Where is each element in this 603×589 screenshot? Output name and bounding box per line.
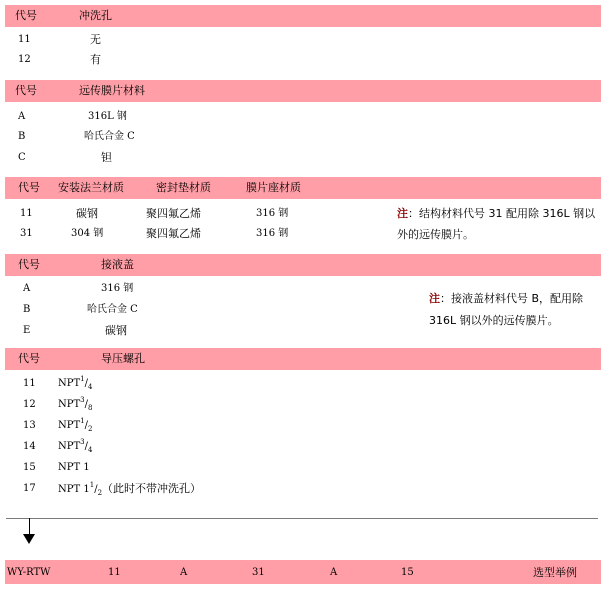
pressure-port-row-code: 12 (23, 399, 36, 410)
wetted-cover-header-band (5, 254, 601, 276)
diaphragm-name-header: 远传膜片材料 (79, 84, 145, 97)
wetted-cover-code-header: 代号 (18, 258, 40, 271)
example-code-4: A (330, 567, 338, 578)
example-code-1: 11 (108, 567, 121, 578)
example-code-3: 31 (252, 567, 265, 578)
flange-material-header: 安装法兰材质 (58, 181, 124, 194)
wetted-cover-row-value: 316 钢 (101, 283, 134, 294)
seal-material-header: 密封垫材质 (156, 181, 211, 194)
example-label: 选型举例 (533, 566, 577, 579)
structure-row-seal: 聚四氟乙烯 (146, 227, 201, 240)
example-model: WY-RTW (7, 567, 51, 578)
note-label: 注 (429, 292, 440, 305)
structure-code-header: 代号 (18, 181, 40, 194)
structure-row-code: 11 (20, 208, 33, 219)
structure-row-flange: 304 钢 (71, 228, 104, 239)
seat-material-header: 膜片座材质 (246, 181, 301, 194)
wetted-cover-row-code: E (23, 325, 31, 336)
structure-row-code: 31 (20, 228, 33, 239)
pressure-port-name-header: 导压螺孔 (101, 352, 145, 365)
pressure-port-row-code: 15 (23, 462, 36, 473)
pressure-port-row-code: 11 (23, 378, 36, 389)
flush-port-row-code: 12 (18, 54, 31, 65)
diaphragm-row-code: C (18, 152, 26, 163)
diaphragm-row-value: 316L 钢 (88, 111, 127, 122)
pressure-port-header-band (5, 348, 601, 370)
flush-port-code-header: 代号 (15, 9, 37, 22)
structure-row-seat: 316 钢 (256, 208, 289, 219)
structure-row-flange: 碳钢 (76, 207, 98, 220)
structure-note-line-1: 注：结构材料代号 31 配用除 316L 钢以 (397, 207, 596, 220)
structure-note-line-2: 外的远传膜片。 (397, 228, 474, 241)
structure-row-seat: 316 钢 (256, 228, 289, 239)
pressure-port-row-value: NPT $1^1/_2$（此时不带冲洗孔） (58, 481, 202, 497)
example-code-2: A (180, 567, 188, 578)
wetted-cover-note-line-1: 注：接液盖材料代号 B，配用除 (429, 292, 584, 305)
wetted-cover-row-value: 哈氏合金 C (87, 304, 138, 315)
pressure-port-row-code: 13 (23, 420, 36, 431)
wetted-cover-note-line-2: 316L 钢以外的远传膜片。 (429, 314, 559, 327)
diaphragm-row-code: B (18, 131, 26, 142)
pressure-port-code-header: 代号 (18, 352, 40, 365)
pressure-port-row-value: $NPT^1/_2$ (58, 417, 93, 433)
pressure-port-row-value: $NPT^3/_8$ (58, 396, 93, 412)
pressure-port-row-code: 17 (23, 483, 36, 494)
flush-port-name-header: 冲洗孔 (79, 9, 112, 22)
diaphragm-row-value: 钽 (101, 151, 112, 164)
diaphragm-row-value: 哈氏合金 C (84, 131, 135, 142)
flush-port-row-value: 有 (90, 53, 101, 66)
note-label: 注 (397, 207, 408, 220)
pressure-port-row-value: $NPT^1/_4$ (58, 375, 93, 391)
diaphragm-code-header: 代号 (15, 84, 37, 97)
pressure-port-row-value: $NPT^3/_4$ (58, 438, 93, 454)
down-arrow-icon (23, 534, 35, 544)
example-code-5: 15 (401, 567, 414, 578)
wetted-cover-row-code: A (23, 283, 31, 294)
example-band (5, 560, 601, 584)
pressure-port-row-code: 14 (23, 441, 36, 452)
pressure-port-row-value: NPT 1 (58, 462, 90, 473)
section-divider (6, 518, 598, 519)
wetted-cover-row-value: 碳钢 (105, 324, 127, 337)
wetted-cover-name-header: 接液盖 (101, 258, 134, 271)
structure-row-seal: 聚四氟乙烯 (146, 207, 201, 220)
diaphragm-row-code: A (18, 111, 26, 122)
flush-port-row-code: 11 (18, 34, 31, 45)
flush-port-row-value: 无 (90, 33, 101, 46)
wetted-cover-row-code: B (23, 304, 31, 315)
